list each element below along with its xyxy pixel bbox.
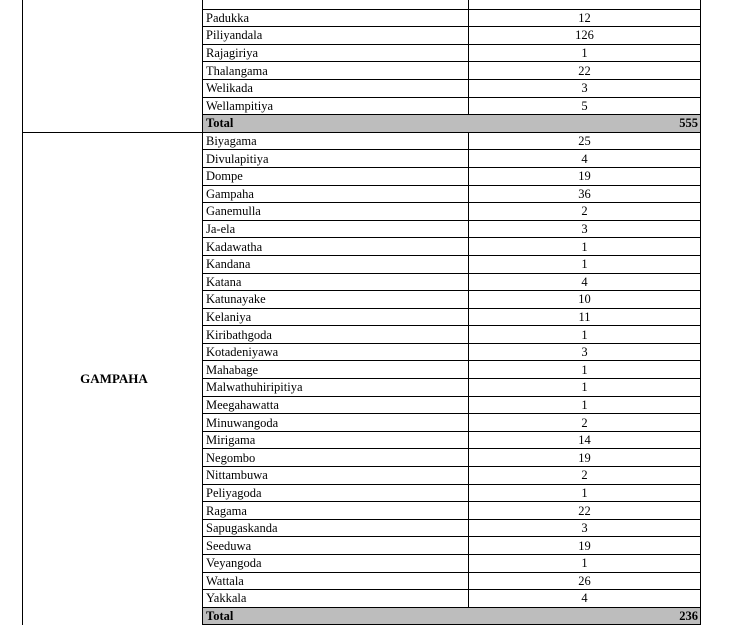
location-name: Biyagama	[203, 132, 469, 150]
case-count: 22	[469, 62, 701, 80]
case-count: 126	[469, 27, 701, 45]
location-name: Kandana	[203, 255, 469, 273]
location-name: Peliyagoda	[203, 484, 469, 502]
case-count: 10	[469, 291, 701, 309]
location-name: Ragama	[203, 502, 469, 520]
case-count-table	[22, 0, 701, 625]
case-count: 19	[469, 167, 701, 185]
case-count: 3	[469, 79, 701, 97]
case-count: 4	[469, 273, 701, 291]
location-name: Gampaha	[203, 185, 469, 203]
location-name: Katana	[203, 273, 469, 291]
case-count: 1	[469, 361, 701, 379]
case-count: 1	[469, 484, 701, 502]
location-name: Wattala	[203, 572, 469, 590]
case-count: 19	[469, 449, 701, 467]
case-count: 2	[469, 414, 701, 432]
case-count: 2	[469, 203, 701, 221]
case-count: 25	[469, 132, 701, 150]
case-count: 26	[469, 572, 701, 590]
case-count: 4	[469, 150, 701, 168]
location-name: Dompe	[203, 167, 469, 185]
total-value: 555	[469, 115, 701, 133]
location-name: Wellampitiya	[203, 97, 469, 115]
location-name: Kelaniya	[203, 308, 469, 326]
case-count: 36	[469, 185, 701, 203]
location-name: Minuwangoda	[203, 414, 469, 432]
location-name: Kadawatha	[203, 238, 469, 256]
location-name: Padukka	[203, 9, 469, 27]
location-name: Ja-ela	[203, 220, 469, 238]
case-count: 19	[469, 537, 701, 555]
case-count: 4	[469, 590, 701, 608]
location-name: Yakkala	[203, 590, 469, 608]
total-value: 236	[469, 607, 701, 625]
total-label: Total	[203, 115, 469, 133]
case-count: 12	[469, 9, 701, 27]
total-label: Total	[203, 607, 469, 625]
case-count: 1	[469, 379, 701, 397]
case-count: 3	[469, 343, 701, 361]
district-name: GAMPAHA	[23, 132, 203, 625]
table-row	[23, 0, 701, 9]
case-count: 1	[469, 326, 701, 344]
location-name	[203, 0, 469, 9]
district-name	[23, 0, 203, 132]
location-name: Katunayake	[203, 291, 469, 309]
location-name: Thalangama	[203, 62, 469, 80]
location-name: Veyangoda	[203, 555, 469, 573]
location-name: Nittambuwa	[203, 467, 469, 485]
case-count: 1	[469, 44, 701, 62]
location-name: Sapugaskanda	[203, 519, 469, 537]
case-count: 5	[469, 97, 701, 115]
location-name: Piliyandala	[203, 27, 469, 45]
case-count: 14	[469, 431, 701, 449]
case-count: 11	[469, 308, 701, 326]
location-name: Meegahawatta	[203, 396, 469, 414]
case-count: 3	[469, 220, 701, 238]
location-name: Ganemulla	[203, 203, 469, 221]
case-count	[469, 0, 701, 9]
location-name: Divulapitiya	[203, 150, 469, 168]
case-count: 2	[469, 467, 701, 485]
location-name: Rajagiriya	[203, 44, 469, 62]
location-name: Malwathuhiripitiya	[203, 379, 469, 397]
location-name: Welikada	[203, 79, 469, 97]
table-row	[23, 132, 701, 150]
case-count: 1	[469, 255, 701, 273]
location-name: Seeduwa	[203, 537, 469, 555]
case-count: 1	[469, 396, 701, 414]
location-name: Kiribathgoda	[203, 326, 469, 344]
case-count: 1	[469, 238, 701, 256]
location-name: Kotadeniyawa	[203, 343, 469, 361]
case-count: 22	[469, 502, 701, 520]
location-name: Mirigama	[203, 431, 469, 449]
case-count: 3	[469, 519, 701, 537]
case-count: 1	[469, 555, 701, 573]
location-name: Mahabage	[203, 361, 469, 379]
location-name: Negombo	[203, 449, 469, 467]
